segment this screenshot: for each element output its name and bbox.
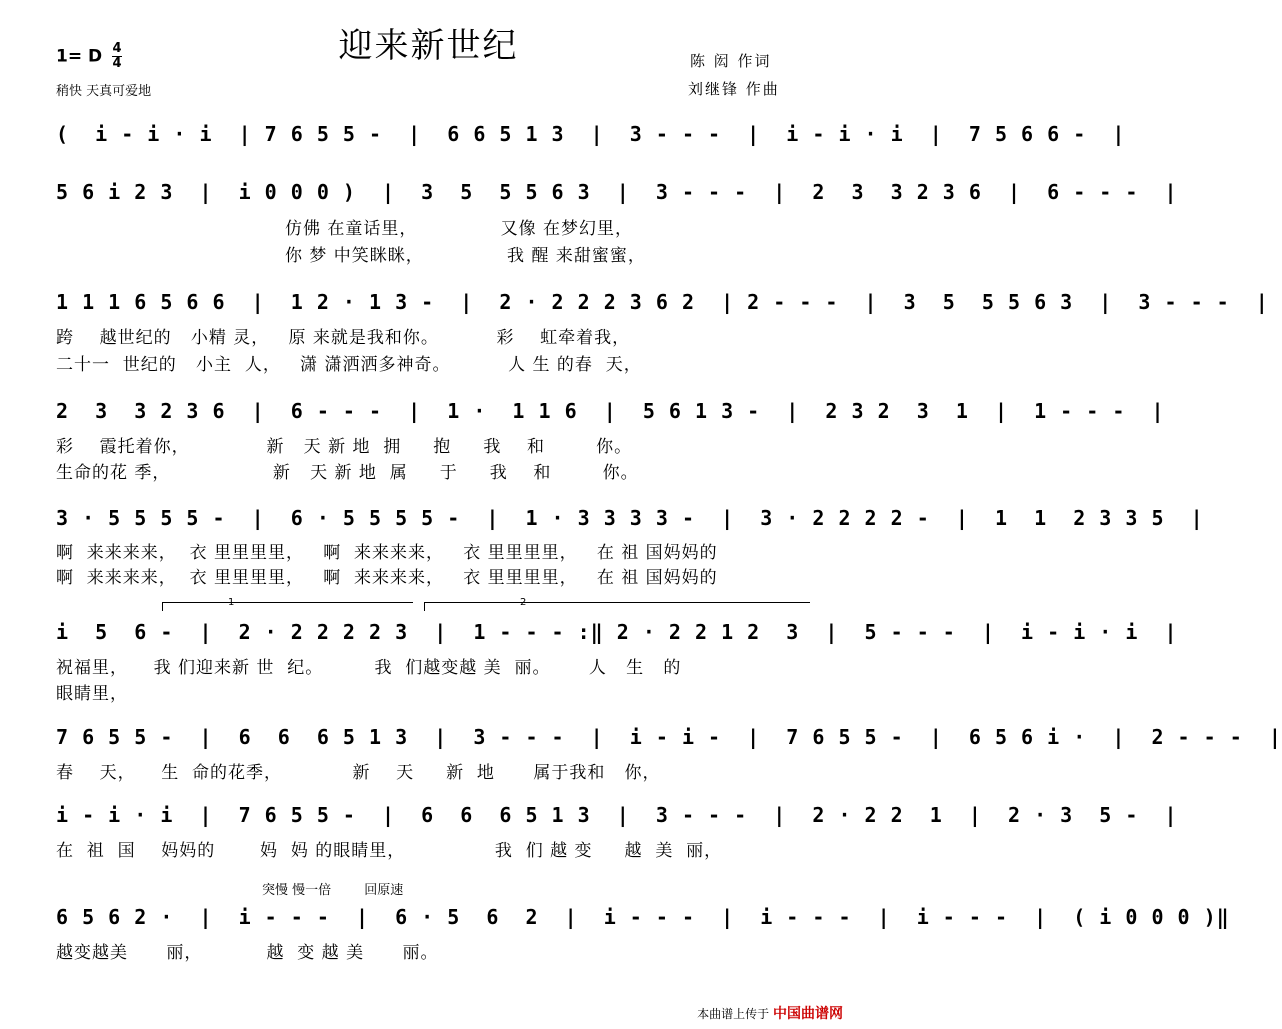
lyric-verse-1: 祝福里， 我 们迎来新 世 纪。 我 们越变越 美 丽。 人 生 的 — [56, 658, 682, 678]
lyricist-credit: 陈 闳 作词 — [690, 52, 772, 70]
score-row — [56, 905, 1230, 939]
key-label: 1= D — [56, 46, 103, 67]
score-row — [56, 506, 1204, 540]
lyric-verse-1: 春 天， 生 命的花季， 新 天 新 地 属于我和 你， — [56, 763, 661, 783]
lyric-verse-1: 跨 越世纪的 小精 灵， 原 来就是我和你。 彩 虹牵着我， — [56, 328, 631, 348]
lyric-verse-1: 越变越美 丽， 越 变 越 美 丽。 — [56, 943, 439, 963]
lyric-verse-2: 眼睛里， — [56, 684, 128, 704]
volta-number-2: 2 — [520, 597, 527, 608]
lyric-verse-1: 仿佛 在童话里， 又像 在梦幻里， — [285, 219, 634, 239]
score-row — [56, 399, 1165, 433]
notation-line: 5 6 i 2 3 | i 0 0 0 ) | 3 5 5 5 6 3 | 3 - - - | 2 3 3 2 3 6 | 6 - - - | — [56, 180, 1178, 204]
notation-line: 7 6 5 5 - | 6 6 6 5 1 3 | 3 - - - | i - i - | 7 6 5 5 - | 6 5 6 i · | 2 - - - | — [56, 725, 1282, 749]
time-numerator: 4 — [112, 41, 122, 56]
notation-line: 2 3 3 2 3 6 | 6 - - - | 1 · 1 1 6 | 5 6 1 3 - | 2 3 2 3 1 | 1 - - - | — [56, 399, 1165, 423]
lyric-verse-1: 啊 来来来来， 衣 里里里里， 啊 来来来来， 衣 里里里里， 在 祖 国妈妈的 — [56, 543, 718, 563]
upload-credit — [697, 1003, 843, 1023]
score-row — [56, 122, 1126, 156]
song-title: 迎来新世纪 — [338, 26, 519, 66]
lyric-verse-2: 二十一 世纪的 小主 人， 潇 潇洒洒多神奇。 人 生 的春 天， — [56, 355, 642, 375]
notation-line: i 5 6 - | 2 · 2 2 2 2 3 | 1 - - - :‖ 2 · 2 2 1 2 3 | 5 - - - | i - i · i | — [56, 620, 1178, 644]
notation-line: 1 1 1 6 5 6 6 | 1 2 · 1 3 - | 2 · 2 2 2 3 6 2 | 2 - - - | 3 5 5 5 6 3 | 3 - - - | — [56, 290, 1269, 314]
site-logo: 中国曲谱网 — [773, 1006, 843, 1022]
notation-line: ( i - i · i | 7 6 5 5 - | 6 6 5 1 3 | 3 - - - | i - i · i | 7 5 6 6 - | — [56, 122, 1126, 146]
time-denominator: 4 — [112, 56, 122, 71]
volta-bracket-2 — [424, 602, 810, 611]
lyric-verse-1: 在 祖 国 妈妈的 妈 妈 的眼睛里， 我 们 越 变 越 美 丽， — [56, 841, 723, 861]
key-signature — [56, 43, 122, 70]
score-row — [56, 180, 1178, 214]
volta-number-1: 1 — [228, 597, 235, 608]
upload-text: 本曲谱上传于 — [697, 1007, 770, 1021]
notation-line: i - i · i | 7 6 5 5 - | 6 6 6 5 1 3 | 3 - - - | 2 · 2 2 1 | 2 · 3 5 - | — [56, 803, 1178, 827]
notation-line: 3 · 5 5 5 5 - | 6 · 5 5 5 5 - | 1 · 3 3 3 3 - | 3 · 2 2 2 2 - | 1 1 2 3 3 5 | — [56, 506, 1204, 530]
lyric-verse-2: 生命的花 季， 新 天 新 地 属 于 我 和 你。 — [56, 463, 639, 483]
lyric-verse-2: 你 梦 中笑眯眯， 我 醒 来甜蜜蜜， — [285, 246, 646, 266]
volta-bracket-1 — [162, 602, 413, 611]
score-row — [56, 725, 1282, 759]
tempo-change-marks: 突慢 慢一倍 回原速 — [262, 883, 404, 898]
score-row — [56, 620, 1178, 654]
lyric-verse-2: 啊 来来来来， 衣 里里里里， 啊 来来来来， 衣 里里里里， 在 祖 国妈妈的 — [56, 568, 718, 588]
time-signature — [112, 43, 122, 70]
lyric-verse-1: 彩 霞托着你， 新 天 新 地 拥 抱 我 和 你。 — [56, 437, 633, 457]
score-row — [56, 290, 1269, 324]
score-row — [56, 803, 1178, 837]
composer-credit: 刘继锋 作曲 — [688, 80, 780, 98]
tempo-marking: 稍快 天真可爱地 — [56, 84, 152, 99]
notation-line: 6 5 6 2 · | i - - - | 6 · 5 6 2 | i - - - | i - - - | i - - - | ( i 0 0 0 )‖ — [56, 905, 1230, 929]
